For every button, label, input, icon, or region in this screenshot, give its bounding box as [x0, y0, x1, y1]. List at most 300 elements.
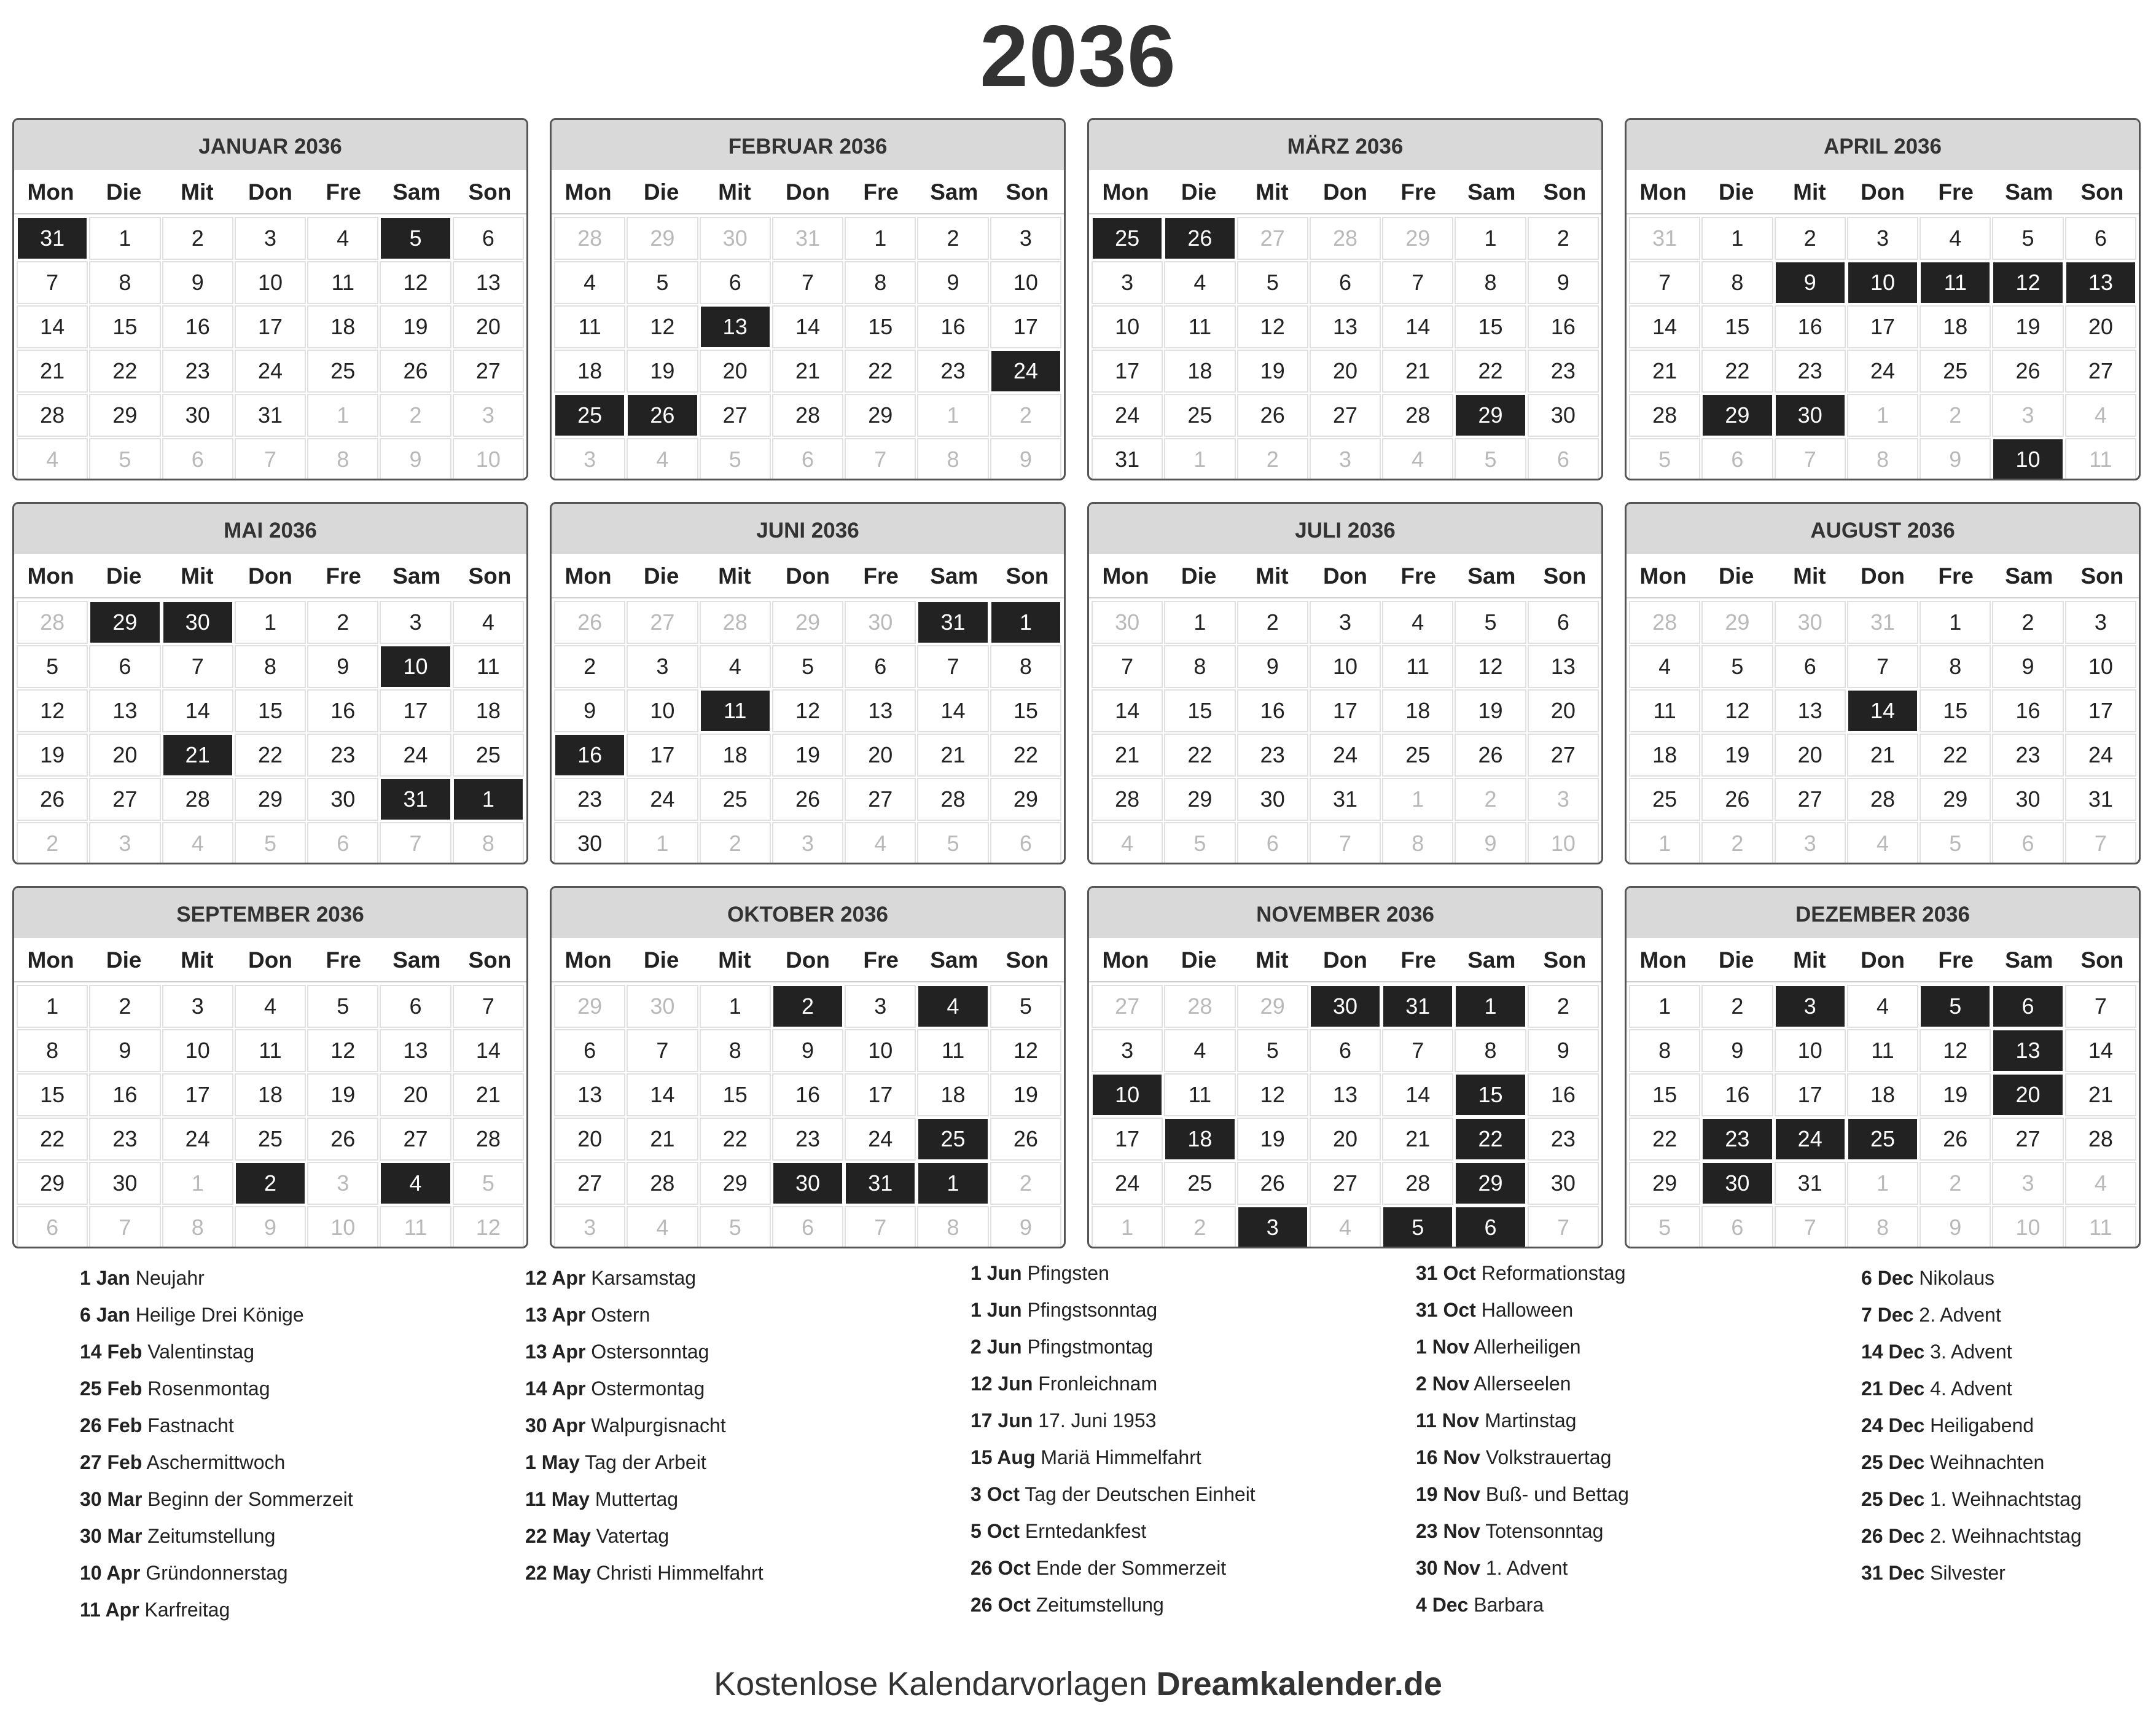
day-cell[interactable]: 11: [555, 307, 624, 347]
day-cell[interactable]: 24: [1093, 395, 1162, 436]
day-cell[interactable]: 24: [236, 351, 305, 391]
day-cell-other-month[interactable]: 5: [1630, 1207, 1699, 1248]
day-cell[interactable]: 14: [628, 1075, 697, 1115]
day-cell[interactable]: 18: [918, 1075, 987, 1115]
day-cell[interactable]: 25: [1630, 779, 1699, 820]
day-cell-other-month[interactable]: 1: [308, 395, 377, 436]
day-cell[interactable]: 11: [236, 1030, 305, 1071]
day-cell[interactable]: 27: [555, 1163, 624, 1204]
day-cell[interactable]: 18: [454, 691, 523, 731]
day-cell[interactable]: 8: [90, 262, 159, 303]
day-cell[interactable]: 30: [1238, 779, 1307, 820]
day-cell-other-month[interactable]: 1: [1383, 779, 1452, 820]
day-cell[interactable]: 10: [1093, 307, 1162, 347]
day-cell-highlighted[interactable]: 15: [1456, 1075, 1525, 1115]
day-cell-other-month[interactable]: 30: [1093, 602, 1162, 643]
day-cell-highlighted[interactable]: 10: [1848, 262, 1917, 303]
day-cell-other-month[interactable]: 4: [628, 439, 697, 480]
day-cell[interactable]: 25: [308, 351, 377, 391]
day-cell-other-month[interactable]: 31: [1630, 218, 1699, 259]
day-cell[interactable]: 3: [1093, 1030, 1162, 1071]
day-cell[interactable]: 17: [1093, 1119, 1162, 1159]
day-cell[interactable]: 27: [2066, 351, 2135, 391]
day-cell-other-month[interactable]: 3: [773, 823, 842, 864]
day-cell-other-month[interactable]: 30: [846, 602, 915, 643]
day-cell[interactable]: 13: [90, 691, 159, 731]
day-cell-other-month[interactable]: 4: [2066, 395, 2135, 436]
day-cell[interactable]: 11: [1848, 1030, 1917, 1071]
day-cell[interactable]: 12: [308, 1030, 377, 1071]
day-cell[interactable]: 8: [1456, 1030, 1525, 1071]
day-cell[interactable]: 6: [701, 262, 770, 303]
day-cell-highlighted[interactable]: 29: [1703, 395, 1771, 436]
day-cell-other-month[interactable]: 28: [701, 602, 770, 643]
day-cell-highlighted[interactable]: 1: [918, 1163, 987, 1204]
day-cell-other-month[interactable]: 3: [1993, 1163, 2062, 1204]
day-cell[interactable]: 22: [1703, 351, 1771, 391]
day-cell[interactable]: 10: [628, 691, 697, 731]
day-cell[interactable]: 27: [1311, 1163, 1380, 1204]
day-cell[interactable]: 9: [90, 1030, 159, 1071]
day-cell[interactable]: 9: [1993, 646, 2062, 687]
day-cell[interactable]: 22: [991, 735, 1060, 775]
day-cell[interactable]: 15: [1165, 691, 1234, 731]
day-cell[interactable]: 15: [846, 307, 915, 347]
day-cell[interactable]: 7: [2066, 986, 2135, 1027]
day-cell[interactable]: 13: [1311, 1075, 1380, 1115]
day-cell[interactable]: 31: [1311, 779, 1380, 820]
day-cell[interactable]: 26: [308, 1119, 377, 1159]
day-cell-highlighted[interactable]: 1: [1456, 986, 1525, 1027]
day-cell-highlighted[interactable]: 29: [90, 602, 159, 643]
day-cell[interactable]: 29: [236, 779, 305, 820]
day-cell[interactable]: 31: [1776, 1163, 1845, 1204]
day-cell-other-month[interactable]: 12: [454, 1207, 523, 1248]
day-cell[interactable]: 27: [1311, 395, 1380, 436]
day-cell[interactable]: 19: [18, 735, 87, 775]
day-cell-highlighted[interactable]: 5: [1921, 986, 1990, 1027]
day-cell-other-month[interactable]: 8: [1383, 823, 1452, 864]
day-cell[interactable]: 29: [90, 395, 159, 436]
day-cell[interactable]: 1: [1630, 986, 1699, 1027]
day-cell-other-month[interactable]: 29: [1703, 602, 1771, 643]
day-cell[interactable]: 6: [846, 646, 915, 687]
day-cell-other-month[interactable]: 5: [918, 823, 987, 864]
day-cell[interactable]: 15: [1703, 307, 1771, 347]
day-cell-other-month[interactable]: 2: [991, 1163, 1060, 1204]
day-cell[interactable]: 8: [1921, 646, 1990, 687]
day-cell[interactable]: 5: [1238, 1030, 1307, 1071]
day-cell[interactable]: 10: [236, 262, 305, 303]
day-cell[interactable]: 15: [1630, 1075, 1699, 1115]
day-cell[interactable]: 30: [308, 779, 377, 820]
day-cell-other-month[interactable]: 2: [1165, 1207, 1234, 1248]
day-cell-other-month[interactable]: 2: [991, 395, 1060, 436]
day-cell[interactable]: 11: [454, 646, 523, 687]
day-cell-highlighted[interactable]: 20: [1993, 1075, 2062, 1115]
day-cell[interactable]: 30: [1529, 395, 1598, 436]
day-cell-other-month[interactable]: 7: [1529, 1207, 1598, 1248]
day-cell[interactable]: 23: [163, 351, 232, 391]
day-cell[interactable]: 14: [1093, 691, 1162, 731]
day-cell[interactable]: 26: [1703, 779, 1771, 820]
day-cell-other-month[interactable]: 29: [773, 602, 842, 643]
day-cell[interactable]: 8: [1703, 262, 1771, 303]
day-cell-other-month[interactable]: 28: [1165, 986, 1234, 1027]
day-cell-highlighted[interactable]: 31: [846, 1163, 915, 1204]
day-cell[interactable]: 21: [918, 735, 987, 775]
day-cell-other-month[interactable]: 9: [236, 1207, 305, 1248]
day-cell-other-month[interactable]: 28: [555, 218, 624, 259]
day-cell-other-month[interactable]: 29: [1383, 218, 1452, 259]
day-cell[interactable]: 17: [381, 691, 450, 731]
day-cell[interactable]: 7: [1848, 646, 1917, 687]
day-cell-highlighted[interactable]: 26: [1165, 218, 1234, 259]
day-cell[interactable]: 28: [1093, 779, 1162, 820]
day-cell[interactable]: 27: [381, 1119, 450, 1159]
day-cell-other-month[interactable]: 8: [454, 823, 523, 864]
day-cell[interactable]: 23: [308, 735, 377, 775]
day-cell-other-month[interactable]: 7: [846, 439, 915, 480]
day-cell[interactable]: 3: [628, 646, 697, 687]
day-cell[interactable]: 14: [1630, 307, 1699, 347]
day-cell[interactable]: 23: [555, 779, 624, 820]
day-cell[interactable]: 17: [628, 735, 697, 775]
day-cell[interactable]: 13: [846, 691, 915, 731]
day-cell-other-month[interactable]: 1: [1848, 1163, 1917, 1204]
day-cell[interactable]: 4: [701, 646, 770, 687]
day-cell[interactable]: 9: [1529, 262, 1598, 303]
day-cell-highlighted[interactable]: 29: [1456, 1163, 1525, 1204]
day-cell[interactable]: 20: [90, 735, 159, 775]
day-cell[interactable]: 9: [308, 646, 377, 687]
day-cell[interactable]: 5: [991, 986, 1060, 1027]
day-cell[interactable]: 29: [1630, 1163, 1699, 1204]
day-cell[interactable]: 24: [1848, 351, 1917, 391]
day-cell[interactable]: 17: [163, 1075, 232, 1115]
day-cell-other-month[interactable]: 5: [1630, 439, 1699, 480]
day-cell-other-month[interactable]: 10: [308, 1207, 377, 1248]
day-cell[interactable]: 7: [454, 986, 523, 1027]
day-cell-other-month[interactable]: 9: [381, 439, 450, 480]
day-cell[interactable]: 25: [454, 735, 523, 775]
day-cell[interactable]: 4: [1848, 986, 1917, 1027]
day-cell[interactable]: 27: [454, 351, 523, 391]
day-cell-highlighted[interactable]: 6: [1993, 986, 2062, 1027]
day-cell-other-month[interactable]: 2: [381, 395, 450, 436]
day-cell[interactable]: 4: [1165, 1030, 1234, 1071]
day-cell[interactable]: 6: [1311, 262, 1380, 303]
day-cell[interactable]: 20: [1529, 691, 1598, 731]
day-cell[interactable]: 22: [1921, 735, 1990, 775]
day-cell-other-month[interactable]: 4: [18, 439, 87, 480]
day-cell[interactable]: 10: [991, 262, 1060, 303]
day-cell[interactable]: 5: [308, 986, 377, 1027]
day-cell-other-month[interactable]: 6: [1703, 439, 1771, 480]
day-cell[interactable]: 3: [381, 602, 450, 643]
day-cell[interactable]: 14: [918, 691, 987, 731]
day-cell-highlighted[interactable]: 24: [1776, 1119, 1845, 1159]
day-cell-other-month[interactable]: 10: [454, 439, 523, 480]
day-cell-other-month[interactable]: 6: [1529, 439, 1598, 480]
day-cell[interactable]: 23: [1776, 351, 1845, 391]
day-cell[interactable]: 26: [991, 1119, 1060, 1159]
day-cell[interactable]: 8: [846, 262, 915, 303]
day-cell[interactable]: 5: [18, 646, 87, 687]
day-cell[interactable]: 5: [1993, 218, 2062, 259]
day-cell-other-month[interactable]: 7: [1311, 823, 1380, 864]
day-cell[interactable]: 15: [18, 1075, 87, 1115]
day-cell[interactable]: 16: [1529, 307, 1598, 347]
day-cell[interactable]: 3: [991, 218, 1060, 259]
day-cell[interactable]: 8: [991, 646, 1060, 687]
day-cell[interactable]: 4: [1165, 262, 1234, 303]
day-cell[interactable]: 20: [846, 735, 915, 775]
day-cell[interactable]: 26: [1993, 351, 2062, 391]
day-cell-other-month[interactable]: 2: [1921, 395, 1990, 436]
day-cell[interactable]: 7: [1093, 646, 1162, 687]
day-cell[interactable]: 12: [18, 691, 87, 731]
day-cell-other-month[interactable]: 8: [1848, 1207, 1917, 1248]
day-cell-highlighted[interactable]: 14: [1848, 691, 1917, 731]
day-cell[interactable]: 2: [1993, 602, 2062, 643]
day-cell-other-month[interactable]: 4: [1093, 823, 1162, 864]
day-cell[interactable]: 18: [236, 1075, 305, 1115]
day-cell[interactable]: 9: [163, 262, 232, 303]
day-cell[interactable]: 12: [628, 307, 697, 347]
day-cell-other-month[interactable]: 5: [701, 439, 770, 480]
day-cell[interactable]: 2: [1529, 218, 1598, 259]
day-cell[interactable]: 25: [1165, 395, 1234, 436]
day-cell[interactable]: 3: [1848, 218, 1917, 259]
day-cell[interactable]: 25: [1921, 351, 1990, 391]
day-cell-other-month[interactable]: 7: [846, 1207, 915, 1248]
day-cell[interactable]: 7: [163, 646, 232, 687]
day-cell[interactable]: 6: [1311, 1030, 1380, 1071]
day-cell-other-month[interactable]: 6: [1238, 823, 1307, 864]
day-cell-other-month[interactable]: 1: [1630, 823, 1699, 864]
day-cell-other-month[interactable]: 27: [628, 602, 697, 643]
day-cell-highlighted[interactable]: 12: [1993, 262, 2062, 303]
day-cell[interactable]: 3: [236, 218, 305, 259]
day-cell[interactable]: 21: [1630, 351, 1699, 391]
day-cell[interactable]: 19: [1238, 1119, 1307, 1159]
day-cell[interactable]: 1: [1456, 218, 1525, 259]
day-cell-highlighted[interactable]: 26: [628, 395, 697, 436]
day-cell[interactable]: 12: [381, 262, 450, 303]
day-cell[interactable]: 4: [308, 218, 377, 259]
day-cell-other-month[interactable]: 6: [308, 823, 377, 864]
day-cell[interactable]: 22: [18, 1119, 87, 1159]
day-cell-highlighted[interactable]: 25: [555, 395, 624, 436]
day-cell-highlighted[interactable]: 9: [1776, 262, 1845, 303]
day-cell-other-month[interactable]: 7: [1776, 439, 1845, 480]
day-cell-other-month[interactable]: 6: [991, 823, 1060, 864]
day-cell-highlighted[interactable]: 3: [1776, 986, 1845, 1027]
day-cell-other-month[interactable]: 5: [1165, 823, 1234, 864]
day-cell[interactable]: 17: [1776, 1075, 1845, 1115]
day-cell[interactable]: 17: [846, 1075, 915, 1115]
day-cell-other-month[interactable]: 3: [308, 1163, 377, 1204]
day-cell-other-month[interactable]: 3: [555, 439, 624, 480]
day-cell-highlighted[interactable]: 1: [454, 779, 523, 820]
day-cell[interactable]: 21: [1383, 351, 1452, 391]
day-cell[interactable]: 15: [701, 1075, 770, 1115]
day-cell[interactable]: 26: [18, 779, 87, 820]
day-cell[interactable]: 21: [2066, 1075, 2135, 1115]
day-cell-other-month[interactable]: 31: [773, 218, 842, 259]
day-cell[interactable]: 24: [846, 1119, 915, 1159]
day-cell-other-month[interactable]: 8: [1848, 439, 1917, 480]
day-cell[interactable]: 27: [846, 779, 915, 820]
day-cell[interactable]: 6: [1776, 646, 1845, 687]
day-cell[interactable]: 20: [1311, 351, 1380, 391]
day-cell[interactable]: 7: [18, 262, 87, 303]
day-cell[interactable]: 2: [1776, 218, 1845, 259]
day-cell-other-month[interactable]: 1: [1848, 395, 1917, 436]
day-cell[interactable]: 30: [1529, 1163, 1598, 1204]
day-cell-other-month[interactable]: 9: [1921, 439, 1990, 480]
day-cell[interactable]: 25: [1165, 1163, 1234, 1204]
day-cell-other-month[interactable]: 4: [846, 823, 915, 864]
day-cell-other-month[interactable]: 1: [1093, 1207, 1162, 1248]
day-cell[interactable]: 12: [1238, 1075, 1307, 1115]
day-cell[interactable]: 6: [555, 1030, 624, 1071]
day-cell-highlighted[interactable]: 31: [18, 218, 87, 259]
day-cell-highlighted[interactable]: 25: [1848, 1119, 1917, 1159]
day-cell-other-month[interactable]: 6: [18, 1207, 87, 1248]
day-cell-other-month[interactable]: 11: [2066, 1207, 2135, 1248]
day-cell[interactable]: 6: [454, 218, 523, 259]
day-cell-other-month[interactable]: 1: [163, 1163, 232, 1204]
day-cell[interactable]: 19: [773, 735, 842, 775]
day-cell[interactable]: 21: [454, 1075, 523, 1115]
day-cell[interactable]: 21: [1093, 735, 1162, 775]
day-cell[interactable]: 15: [90, 307, 159, 347]
day-cell[interactable]: 19: [1238, 351, 1307, 391]
day-cell[interactable]: 1: [18, 986, 87, 1027]
day-cell[interactable]: 19: [1921, 1075, 1990, 1115]
day-cell[interactable]: 11: [1165, 1075, 1234, 1115]
day-cell[interactable]: 1: [701, 986, 770, 1027]
day-cell-other-month[interactable]: 5: [454, 1163, 523, 1204]
day-cell[interactable]: 11: [308, 262, 377, 303]
day-cell[interactable]: 14: [454, 1030, 523, 1071]
day-cell[interactable]: 13: [1776, 691, 1845, 731]
day-cell-highlighted[interactable]: 2: [773, 986, 842, 1027]
day-cell[interactable]: 10: [1776, 1030, 1845, 1071]
day-cell[interactable]: 13: [381, 1030, 450, 1071]
day-cell[interactable]: 18: [701, 735, 770, 775]
day-cell-other-month[interactable]: 4: [628, 1207, 697, 1248]
day-cell[interactable]: 24: [381, 735, 450, 775]
day-cell[interactable]: 16: [1993, 691, 2062, 731]
day-cell-other-month[interactable]: 9: [1456, 823, 1525, 864]
day-cell[interactable]: 4: [555, 262, 624, 303]
day-cell[interactable]: 15: [1456, 307, 1525, 347]
day-cell-other-month[interactable]: 29: [555, 986, 624, 1027]
day-cell[interactable]: 23: [918, 351, 987, 391]
day-cell[interactable]: 28: [628, 1163, 697, 1204]
day-cell-other-month[interactable]: 10: [1993, 1207, 2062, 1248]
day-cell-other-month[interactable]: 4: [2066, 1163, 2135, 1204]
day-cell[interactable]: 2: [1703, 986, 1771, 1027]
day-cell[interactable]: 13: [1529, 646, 1598, 687]
day-cell[interactable]: 26: [1921, 1119, 1990, 1159]
day-cell-other-month[interactable]: 5: [236, 823, 305, 864]
day-cell-other-month[interactable]: 11: [381, 1207, 450, 1248]
day-cell-highlighted[interactable]: 21: [163, 735, 232, 775]
day-cell-other-month[interactable]: 6: [1993, 823, 2062, 864]
day-cell[interactable]: 23: [1529, 351, 1598, 391]
day-cell[interactable]: 30: [555, 823, 624, 864]
day-cell-other-month[interactable]: 31: [1848, 602, 1917, 643]
day-cell[interactable]: 16: [163, 307, 232, 347]
day-cell[interactable]: 19: [1703, 735, 1771, 775]
day-cell-other-month[interactable]: 30: [1776, 602, 1845, 643]
day-cell[interactable]: 15: [1921, 691, 1990, 731]
day-cell[interactable]: 28: [1383, 395, 1452, 436]
day-cell-other-month[interactable]: 4: [1311, 1207, 1380, 1248]
day-cell[interactable]: 23: [1529, 1119, 1598, 1159]
day-cell[interactable]: 20: [454, 307, 523, 347]
day-cell-other-month[interactable]: 28: [1311, 218, 1380, 259]
day-cell-highlighted[interactable]: 13: [701, 307, 770, 347]
day-cell[interactable]: 10: [1311, 646, 1380, 687]
day-cell-highlighted[interactable]: 4: [381, 1163, 450, 1204]
day-cell[interactable]: 18: [1848, 1075, 1917, 1115]
day-cell[interactable]: 7: [1383, 1030, 1452, 1071]
day-cell[interactable]: 16: [1529, 1075, 1598, 1115]
day-cell[interactable]: 5: [628, 262, 697, 303]
day-cell-highlighted[interactable]: 5: [381, 218, 450, 259]
day-cell[interactable]: 23: [90, 1119, 159, 1159]
day-cell[interactable]: 16: [1776, 307, 1845, 347]
day-cell-highlighted[interactable]: 30: [163, 602, 232, 643]
day-cell[interactable]: 1: [1703, 218, 1771, 259]
day-cell[interactable]: 30: [1993, 779, 2062, 820]
day-cell[interactable]: 13: [555, 1075, 624, 1115]
day-cell[interactable]: 2: [90, 986, 159, 1027]
day-cell-other-month[interactable]: 30: [701, 218, 770, 259]
day-cell[interactable]: 7: [628, 1030, 697, 1071]
day-cell-highlighted[interactable]: 31: [1383, 986, 1452, 1027]
day-cell-other-month[interactable]: 7: [2066, 823, 2135, 864]
day-cell-other-month[interactable]: 3: [555, 1207, 624, 1248]
day-cell-other-month[interactable]: 11: [2066, 439, 2135, 480]
day-cell[interactable]: 23: [773, 1119, 842, 1159]
day-cell[interactable]: 28: [1630, 395, 1699, 436]
day-cell-other-month[interactable]: 4: [1848, 823, 1917, 864]
day-cell[interactable]: 19: [628, 351, 697, 391]
day-cell[interactable]: 28: [163, 779, 232, 820]
day-cell[interactable]: 14: [1383, 1075, 1452, 1115]
day-cell[interactable]: 22: [90, 351, 159, 391]
day-cell[interactable]: 9: [1529, 1030, 1598, 1071]
day-cell[interactable]: 1: [1921, 602, 1990, 643]
day-cell[interactable]: 8: [1456, 262, 1525, 303]
day-cell[interactable]: 18: [1630, 735, 1699, 775]
day-cell[interactable]: 2: [308, 602, 377, 643]
day-cell[interactable]: 28: [454, 1119, 523, 1159]
day-cell-other-month[interactable]: 1: [628, 823, 697, 864]
day-cell[interactable]: 31: [236, 395, 305, 436]
day-cell[interactable]: 25: [236, 1119, 305, 1159]
day-cell[interactable]: 22: [1630, 1119, 1699, 1159]
day-cell-other-month[interactable]: 27: [1093, 986, 1162, 1027]
day-cell-highlighted[interactable]: 24: [991, 351, 1060, 391]
day-cell-highlighted[interactable]: 4: [918, 986, 987, 1027]
